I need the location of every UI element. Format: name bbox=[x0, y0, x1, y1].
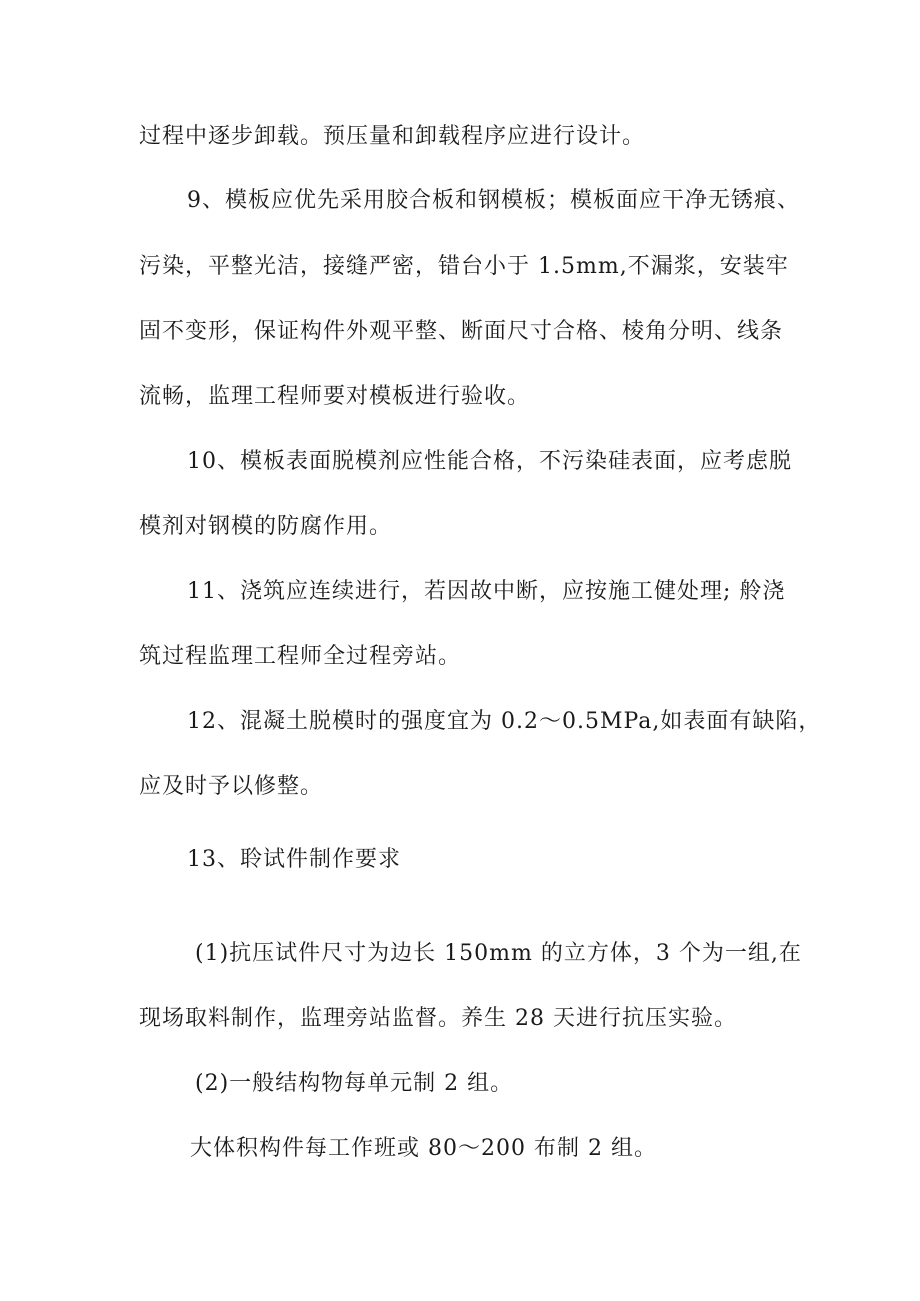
item-13-sub-1-line-1: (1)抗压试件尺寸为边长 150mm 的立方体，3 个为一组,在 bbox=[195, 941, 802, 966]
item-10-line-1: 10、模板表面脱模剂应性能合格，不污染硅表面，应考虑脱 bbox=[187, 449, 792, 474]
item-11-line-2: 筑过程监理工程师全过程旁站。 bbox=[139, 644, 462, 669]
item-13-sub-2-detail: 大体积构件每工作班或 80～200 布制 2 组。 bbox=[190, 1136, 657, 1161]
item-12-line-1: 12、混凝土脱模时的强度宜为 0.2～0.5MPa,如表面有缺陷， bbox=[187, 709, 822, 734]
item-13-sub-2: (2)一般结构物每单元制 2 组。 bbox=[195, 1071, 514, 1096]
item-13-sub-1-line-2: 现场取料制作，监理旁站监督。养生 28 天进行抗压实验。 bbox=[139, 1006, 737, 1031]
item-13-heading: 13、聆试件制作要求 bbox=[187, 847, 401, 872]
item-9-line-4: 流畅，监理工程师要对模板进行验收。 bbox=[139, 384, 531, 409]
item-10-line-2: 模剂对钢模的防腐作用。 bbox=[139, 514, 393, 539]
item-9-line-1: 9、模板应优先采用胶合板和钢模板；模板面应干净无锈痕、 bbox=[187, 188, 800, 213]
text-line-1: 过程中逐步卸载。预压量和卸载程序应进行设计。 bbox=[139, 124, 646, 149]
item-9-line-3: 固不变形，保证构件外观平整、断面尺寸合格、棱角分明、线条 bbox=[139, 319, 784, 344]
item-9-line-2: 污染，平整光洁，接缝严密，错台小于 1.5mm,不漏浆，安装牢 bbox=[139, 254, 789, 279]
item-11-line-1: 11、浇筑应连续进行，若因故中断，应按施工健处理; 舲浇 bbox=[187, 579, 786, 604]
item-12-line-2: 应及时予以修整。 bbox=[139, 774, 324, 799]
